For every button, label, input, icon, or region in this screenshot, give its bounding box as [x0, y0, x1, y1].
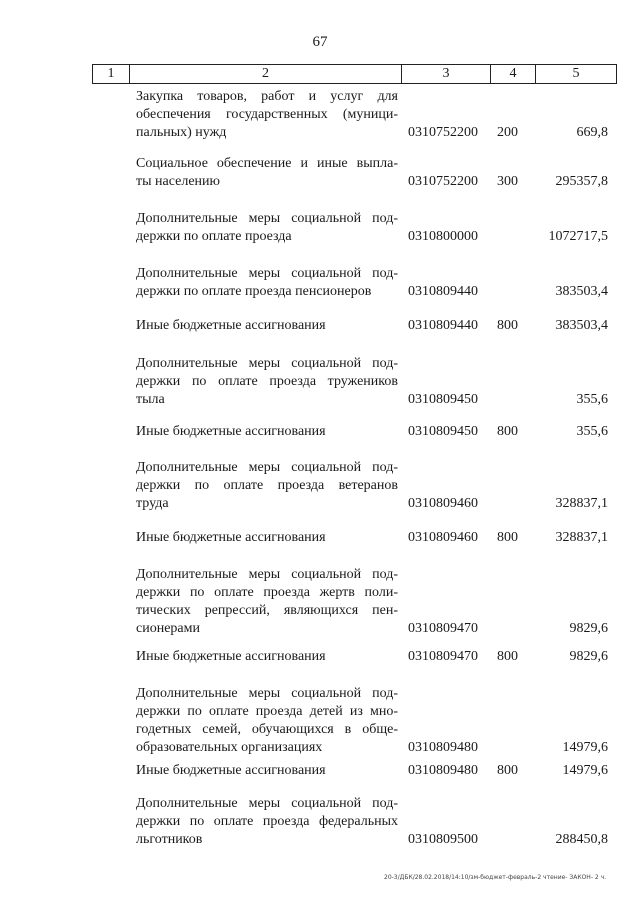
row-expense-type: 200 [497, 125, 518, 140]
row-code: 0310809480 [408, 740, 478, 755]
row-name-line: Закупка товаров, работ и услуг для [136, 89, 398, 104]
row-expense-type: 300 [497, 174, 518, 189]
row-name [136, 355, 398, 409]
row-code: 0310809440 [408, 318, 478, 333]
row-name-line: годетных семей, обучающихся в обще- [136, 722, 398, 737]
row-expense-type: 800 [497, 530, 518, 545]
row-name-line: Дополнительные меры социальной под- [136, 686, 398, 701]
row-name [136, 648, 398, 666]
row-amount: 295357,8 [555, 174, 608, 189]
row-code: 0310809450 [408, 392, 478, 407]
row-name-line: тических репрессий, являющихся пен- [136, 603, 398, 618]
row-amount: 669,8 [576, 125, 608, 140]
row-code: 0310809450 [408, 424, 478, 439]
row-name-line: Дополнительные меры социальной под- [136, 266, 398, 281]
row-name-line: труда [136, 496, 169, 511]
row-name-line: Иные бюджетные ассигнования [136, 530, 326, 545]
row-amount: 328837,1 [555, 530, 608, 545]
row-code: 0310752200 [408, 174, 478, 189]
row-expense-type: 800 [497, 424, 518, 439]
row-name-line: держки по оплате проезда жертв поли- [136, 585, 398, 600]
row-name-line: Дополнительные меры социальной под- [136, 211, 398, 226]
row-code: 0310809480 [408, 763, 478, 778]
row-name [136, 88, 398, 142]
row-name-line: Иные бюджетные ассигнования [136, 318, 326, 333]
row-amount: 14979,6 [562, 763, 608, 778]
row-code: 0310809460 [408, 496, 478, 511]
row-name [136, 423, 398, 441]
row-name [136, 265, 398, 301]
row-expense-type: 800 [497, 763, 518, 778]
row-name-line: Дополнительные меры социальной под- [136, 460, 398, 475]
header-col-2: 2 [130, 65, 402, 84]
page-number: 67 [312, 34, 328, 50]
row-name-line: держки по оплате проезда тружеников [136, 374, 398, 389]
row-name-line: тыла [136, 392, 165, 407]
row-code: 0310800000 [408, 229, 478, 244]
row-name [136, 529, 398, 547]
row-name [136, 317, 398, 335]
row-amount: 288450,8 [555, 832, 608, 847]
row-amount: 355,6 [576, 392, 608, 407]
row-name-line: обеспечения государственных (муници- [136, 107, 398, 122]
row-code: 0310809500 [408, 832, 478, 847]
row-amount: 9829,6 [569, 621, 608, 636]
row-code: 0310809470 [408, 621, 478, 636]
row-name [136, 795, 398, 849]
row-amount: 14979,6 [562, 740, 608, 755]
row-name-line: держки по оплате проезда пенсионеров [136, 284, 372, 299]
row-name [136, 685, 398, 757]
footer-note: 20-3/ДБК/28.02.2018/14:10/зм-бюджет-февраль-2 чтение- ЗАКОН- 2 ч. [384, 874, 607, 881]
row-name [136, 566, 398, 638]
row-name-line: держки по оплате проезда федеральных [136, 814, 398, 829]
row-amount: 383503,4 [555, 318, 608, 333]
header-col-5: 5 [536, 65, 617, 84]
row-name-line: сионерами [136, 621, 200, 636]
row-amount: 328837,1 [555, 496, 608, 511]
row-expense-type: 800 [497, 318, 518, 333]
row-name-line: Дополнительные меры социальной под- [136, 796, 398, 811]
row-name-line: держки по оплате проезда ветеранов [136, 478, 398, 493]
header-col-4: 4 [491, 65, 536, 84]
row-code: 0310752200 [408, 125, 478, 140]
row-name [136, 762, 398, 780]
row-name-line: льготников [136, 832, 203, 847]
row-name-line: Иные бюджетные ассигнования [136, 649, 326, 664]
row-name-line: Дополнительные меры социальной под- [136, 567, 398, 582]
row-code: 0310809440 [408, 284, 478, 299]
row-name-line: ты населению [136, 174, 220, 189]
row-name-line: держки по оплате проезда [136, 229, 292, 244]
row-name-line: Иные бюджетные ассигнования [136, 763, 326, 778]
row-name [136, 459, 398, 513]
row-amount: 355,6 [576, 424, 608, 439]
row-amount: 1072717,5 [548, 229, 608, 244]
row-name-line: пальных) нужд [136, 125, 227, 140]
row-name-line: образовательных организациях [136, 740, 323, 755]
row-name-line: Дополнительные меры социальной под- [136, 356, 398, 371]
header-col-1: 1 [93, 65, 130, 84]
row-expense-type: 800 [497, 649, 518, 664]
row-amount: 9829,6 [569, 649, 608, 664]
row-name-line: Иные бюджетные ассигнования [136, 424, 326, 439]
row-name [136, 155, 398, 191]
row-code: 0310809460 [408, 530, 478, 545]
row-code: 0310809470 [408, 649, 478, 664]
header-col-3: 3 [402, 65, 491, 84]
row-name [136, 210, 398, 246]
row-amount: 383503,4 [555, 284, 608, 299]
row-name-line: Социальное обеспечение и иные выпла- [136, 156, 398, 171]
table-header [92, 64, 617, 84]
row-name-line: держки по оплате проезда детей из мно- [136, 704, 398, 719]
